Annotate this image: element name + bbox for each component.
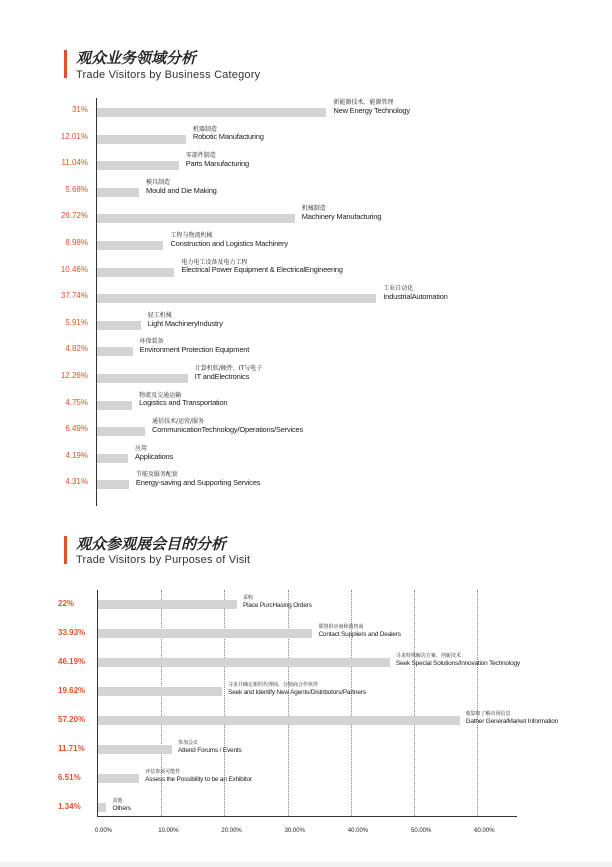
purpose-label-cn: 收集和了解市场信息 (465, 711, 511, 717)
chart2-x-tick-label: 20.00% (221, 828, 242, 834)
category-label-en: Light MachineryIndustry (147, 318, 223, 328)
category-label (333, 100, 410, 116)
section2-title-en: Trade Visitors by Purposes of Visit (76, 554, 251, 566)
category-label (193, 127, 264, 143)
purpose-percent-label: 46.19% (58, 657, 86, 666)
purpose-label (243, 596, 312, 609)
category-label-en: Robotic Manufacturing (192, 132, 264, 142)
chart2-y-axis (97, 590, 98, 816)
category-label (139, 393, 227, 409)
section2-title-cn: 观众参观展会目的分析 (76, 535, 227, 553)
category-label-cn: 轻工机械 (147, 311, 172, 319)
category-label (152, 419, 303, 435)
purpose-bar (98, 658, 390, 667)
category-label-cn: 物流及交通运输 (139, 391, 182, 399)
chart2-gridline (414, 590, 415, 816)
purpose-label-en: Others (112, 804, 131, 812)
purpose-bar (98, 716, 460, 725)
purpose-percent-label: 6.51% (58, 773, 81, 782)
category-percent-label: 12.26% (60, 371, 88, 380)
category-bar (97, 108, 326, 117)
purpose-label (318, 625, 400, 638)
section1-title-cn: 观众业务领域分析 (76, 49, 197, 67)
category-percent-label: 8.98% (65, 238, 88, 247)
category-bar (97, 161, 179, 170)
chart2-x-tick-label: 10.00% (158, 828, 179, 834)
category-label-en: Electrical Power Equipment & ElectricalEngineering (181, 265, 343, 275)
category-label (186, 153, 249, 169)
category-percent-label: 4.75% (65, 397, 88, 407)
category-label-en: IT andElectronics (194, 371, 250, 381)
category-label-cn: 机械制造 (301, 205, 326, 213)
category-percent-label: 10.46% (60, 264, 88, 274)
purpose-bar (98, 600, 237, 609)
purpose-percent-label: 11.71% (58, 744, 85, 753)
purpose-label (112, 799, 130, 812)
category-label-cn: 工程与物流机械 (170, 232, 213, 239)
purpose-label-cn: 寻求并确定新的代理商、分销商合作伙伴 (227, 682, 318, 688)
category-bar (97, 321, 141, 330)
category-percent-label: 31% (71, 105, 88, 114)
category-label (383, 286, 447, 302)
category-label (148, 313, 223, 329)
purpose-bar (98, 687, 222, 696)
purpose-label-cn: 其他 (112, 798, 123, 804)
purpose-bar (98, 774, 139, 783)
chart2-x-tick-label: 0.00% (95, 828, 113, 834)
category-percent-label: 4.82% (65, 344, 88, 354)
section1-title-accent (64, 50, 67, 78)
category-label-cn: 计算机软/硬件、IT与电子 (194, 365, 263, 372)
purpose-percent-label: 22% (58, 599, 75, 608)
purpose-percent-label: 19.62% (58, 686, 86, 695)
category-bar (97, 401, 132, 410)
category-label-cn: 工业自动化 (383, 285, 414, 293)
category-label-en: Construction and Logistics Machinery (170, 238, 288, 248)
category-bar (97, 454, 128, 463)
purpose-label-en: Attend Forums / Events (178, 746, 242, 754)
category-label-cn: 节能及服务配套 (135, 471, 178, 479)
purpose-percent-label: 57.20% (58, 715, 86, 724)
category-label (146, 180, 217, 196)
category-percent-label: 4.31% (65, 477, 88, 487)
purpose-label-cn: 联络供应商和销售商 (318, 624, 364, 630)
category-percent-label: 5.91% (65, 317, 88, 327)
category-label-cn: 机器制造 (192, 125, 217, 133)
purpose-label-en: Assess the Possibility to be an Exhibitor (145, 775, 252, 783)
category-label-en: Applications (135, 451, 174, 461)
category-percent-label: 6.49% (65, 424, 88, 434)
purpose-label (466, 712, 559, 725)
category-bar (97, 188, 139, 197)
purpose-label-en: Gather GeneralMarket Information (465, 717, 559, 725)
category-label-en: Parts Manufacturing (185, 159, 250, 169)
purpose-label-en: Contact Suppliers and Dealers (318, 630, 401, 638)
chart1-axis (96, 98, 97, 506)
category-percent-label: 37.74% (60, 291, 88, 301)
category-label (195, 366, 262, 382)
category-percent-label: 26.72% (60, 211, 88, 221)
category-label-cn: 新能源技术、能源管理 (333, 99, 394, 106)
category-bar (97, 480, 129, 489)
category-label-en: Environment Protection Equipment (139, 345, 250, 355)
chart2-x-tick-label: 50.00% (411, 828, 432, 834)
category-bar (97, 374, 188, 383)
purpose-percent-label: 33.93% (58, 628, 86, 637)
purpose-label-cn: 评估参展可能性 (145, 769, 181, 775)
chart2-x-tick-label: 30.00% (284, 828, 305, 834)
purpose-bar (98, 745, 172, 754)
category-label-en: New Energy Technology (333, 105, 410, 115)
purpose-label (228, 683, 366, 696)
section2-title-accent (64, 536, 67, 564)
category-label-cn: 模具制造 (146, 178, 171, 186)
category-label (302, 206, 382, 222)
category-bar (97, 214, 295, 223)
category-label-en: IndustrialAutomation (383, 292, 448, 302)
chart2-x-tick-label: 60.00% (474, 828, 495, 834)
purpose-label-en: Seek and Identify New Agents/Distributors/Partners (227, 688, 366, 696)
category-label (181, 260, 342, 276)
category-percent-label: 12.01% (60, 131, 88, 141)
purpose-bar (98, 803, 106, 812)
category-percent-label: 4.19% (65, 450, 88, 460)
category-label (135, 446, 173, 462)
category-bar (97, 294, 376, 303)
category-label-cn: 零部件制造 (185, 152, 216, 160)
category-label-cn: 环保装备 (139, 338, 164, 346)
chart2-x-tick-label: 40.00% (347, 828, 369, 834)
section1-title-en: Trade Visitors by Business Category (76, 69, 261, 81)
category-label-en: CommunicationTechnology/Operations/Services (152, 425, 304, 435)
purpose-label-en: Seek Special Solutions/Innovation Technology (395, 659, 520, 667)
category-label-en: Energy-saving and Supporting Services (135, 478, 261, 488)
chart2-gridline (288, 590, 289, 816)
purpose-label (396, 654, 520, 667)
purpose-label-cn: 寻求特殊解决方案、创新技术 (395, 653, 461, 659)
purpose-label-cn: 参加会议 (178, 740, 199, 746)
category-label-en: Machinery Manufacturing (301, 212, 382, 222)
purpose-bar (98, 629, 312, 638)
category-bar (97, 427, 145, 436)
category-percent-label: 5.68% (65, 184, 88, 194)
category-percent-label: 11.04% (61, 158, 88, 168)
category-label (170, 233, 287, 249)
category-bar (97, 241, 163, 250)
purpose-label-cn: 采购 (243, 595, 254, 601)
category-label-cn: 电力电工设备及电力工程 (181, 258, 248, 266)
category-label-cn: 应用 (135, 444, 148, 452)
category-label-en: Logistics and Transportation (139, 398, 228, 408)
purpose-label-en: Place PurcHasing Orders (243, 601, 312, 609)
purpose-percent-label: 1.34% (58, 802, 81, 811)
category-label-en: Mould and Die Making (146, 185, 217, 195)
purpose-label (145, 770, 252, 783)
category-bar (97, 135, 186, 144)
chart2-gridline (477, 590, 478, 816)
chart2-x-axis (97, 816, 517, 817)
purpose-label (178, 741, 242, 754)
category-label-cn: 通信技术/运营/服务 (152, 418, 205, 426)
category-bar (97, 268, 174, 277)
category-bar (97, 347, 133, 356)
category-label (140, 339, 250, 355)
category-label (136, 472, 260, 488)
page-footer-band (0, 862, 612, 867)
